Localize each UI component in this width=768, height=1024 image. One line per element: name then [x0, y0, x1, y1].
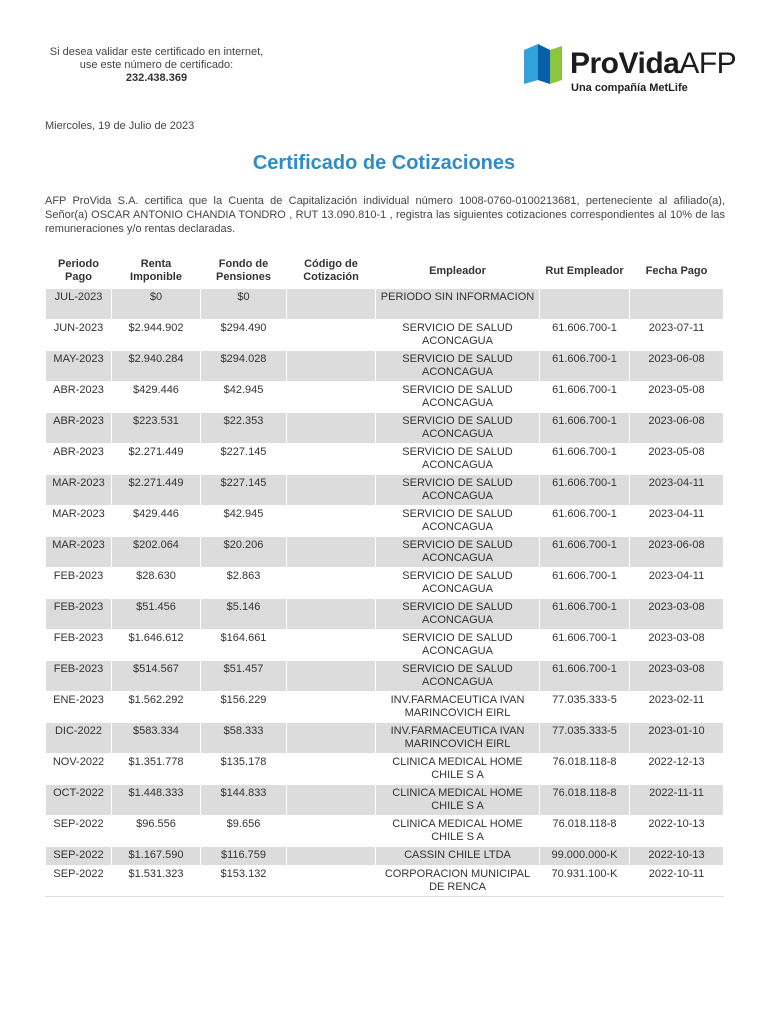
cell-fondo: $22.353: [201, 413, 287, 444]
cell-rut: 61.606.700-1: [540, 382, 630, 413]
validation-info: [44, 46, 269, 85]
cell-codigo: [287, 537, 376, 568]
certificate-number: 232.438.369: [125, 72, 188, 84]
cell-periodo: MAY-2023: [46, 351, 112, 382]
cell-periodo: MAR-2023: [46, 537, 112, 568]
certificate-intro: AFP ProVida S.A. certifica que la Cuenta de Capitalización individual número 1008-0760-0100213681, perteneciente al afiliado(a), Señor(a) OSCAR ANTONIO CHANDIA TONDRO , RUT 13.090.810-1 , registra las siguientes cotizaciones correspondientes al 10% de las remuneraciones y/o rentas declaradas.: [45, 195, 725, 235]
cell-rut: 77.035.333-5: [540, 723, 630, 754]
header-fondo: Fondo de Pensiones: [215, 258, 272, 283]
cell-periodo: FEB-2023: [46, 568, 112, 599]
cell-codigo: [287, 847, 376, 866]
cell-periodo: SEP-2022: [46, 866, 112, 897]
cell-fondo: $42.945: [201, 506, 287, 537]
header-codigo: Código de Cotización: [303, 258, 359, 283]
cell-fondo: $58.333: [201, 723, 287, 754]
cell-empleador: SERVICIO DE SALUD ACONCAGUA: [376, 506, 540, 537]
cell-renta: $223.531: [112, 413, 201, 444]
cell-codigo: [287, 692, 376, 723]
provida-logo-icon: [524, 44, 562, 84]
cell-fecha: 2023-04-11: [630, 506, 724, 537]
brand-name: [570, 46, 736, 82]
cell-fondo: $135.178: [201, 754, 287, 785]
cell-fecha: 2023-03-08: [630, 630, 724, 661]
validation-text-line1: Si desea validar este certificado en internet,: [49, 46, 264, 58]
cell-periodo: SEP-2022: [46, 816, 112, 847]
cell-rut: 61.606.700-1: [540, 537, 630, 568]
cell-fecha: 2023-05-08: [630, 382, 724, 413]
cell-empleador: SERVICIO DE SALUD ACONCAGUA: [376, 413, 540, 444]
cell-rut: 76.018.118-8: [540, 785, 630, 816]
cell-rut: 61.606.700-1: [540, 599, 630, 630]
brand-tagline: Una compañía MetLife: [571, 82, 688, 94]
cell-rut: 76.018.118-8: [540, 754, 630, 785]
cell-codigo: [287, 816, 376, 847]
cell-fondo: $9.656: [201, 816, 287, 847]
cell-renta: $1.167.590: [112, 847, 201, 866]
cell-empleador: CLINICA MEDICAL HOME CHILE S A: [376, 754, 540, 785]
header-empleador: Empleador: [429, 264, 486, 277]
cell-empleador: SERVICIO DE SALUD ACONCAGUA: [376, 630, 540, 661]
cell-periodo: JUN-2023: [46, 320, 112, 351]
cell-codigo: [287, 382, 376, 413]
cell-fecha: 2022-10-13: [630, 816, 724, 847]
cell-rut: 99.000.000-K: [540, 847, 630, 866]
header-renta: Renta Imponible: [130, 258, 182, 283]
cell-rut: 61.606.700-1: [540, 351, 630, 382]
cell-renta: $1.562.292: [112, 692, 201, 723]
table-row: [46, 847, 724, 866]
page-title: Certificado de Cotizaciones: [252, 152, 516, 174]
cell-codigo: [287, 599, 376, 630]
cell-periodo: ABR-2023: [46, 444, 112, 475]
cell-renta: $1.646.612: [112, 630, 201, 661]
cell-codigo: [287, 754, 376, 785]
cell-renta: $202.064: [112, 537, 201, 568]
cell-fondo: $294.490: [201, 320, 287, 351]
cell-fecha: 2023-01-10: [630, 723, 724, 754]
table-body: [46, 289, 724, 897]
cell-rut: 61.606.700-1: [540, 568, 630, 599]
cell-rut: 61.606.700-1: [540, 413, 630, 444]
table-row: [46, 692, 724, 723]
cell-fondo: $116.759: [201, 847, 287, 866]
cell-fecha: 2023-06-08: [630, 537, 724, 568]
cell-codigo: [287, 506, 376, 537]
cell-empleador: SERVICIO DE SALUD ACONCAGUA: [376, 475, 540, 506]
cell-fecha: 2023-04-11: [630, 568, 724, 599]
cell-empleador: SERVICIO DE SALUD ACONCAGUA: [376, 444, 540, 475]
cell-renta: $28.630: [112, 568, 201, 599]
cell-periodo: ABR-2023: [46, 413, 112, 444]
brand-name-bold: ProVida: [570, 47, 680, 80]
cell-periodo: OCT-2022: [46, 785, 112, 816]
cell-fondo: $227.145: [201, 475, 287, 506]
cell-fondo: $5.146: [201, 599, 287, 630]
cell-fecha: 2023-04-11: [630, 475, 724, 506]
cell-fecha: 2022-10-13: [630, 847, 724, 866]
cell-periodo: MAR-2023: [46, 506, 112, 537]
cell-fondo: $2.863: [201, 568, 287, 599]
cell-codigo: [287, 289, 376, 320]
cell-renta: $2.271.449: [112, 475, 201, 506]
cell-periodo: FEB-2023: [46, 630, 112, 661]
cell-rut: 61.606.700-1: [540, 661, 630, 692]
cell-renta: $2.940.284: [112, 351, 201, 382]
table-row: [46, 630, 724, 661]
cell-renta: $51.456: [112, 599, 201, 630]
table-row: [46, 785, 724, 816]
cell-codigo: [287, 723, 376, 754]
cell-fecha: 2022-11-11: [630, 785, 724, 816]
cell-codigo: [287, 661, 376, 692]
cell-periodo: SEP-2022: [46, 847, 112, 866]
cell-renta: $2.944.902: [112, 320, 201, 351]
cell-fondo: $144.833: [201, 785, 287, 816]
cell-codigo: [287, 475, 376, 506]
cell-empleador: SERVICIO DE SALUD ACONCAGUA: [376, 599, 540, 630]
cell-rut: 61.606.700-1: [540, 475, 630, 506]
cell-empleador: SERVICIO DE SALUD ACONCAGUA: [376, 537, 540, 568]
cell-renta: $1.448.333: [112, 785, 201, 816]
cell-fecha: 2023-03-08: [630, 599, 724, 630]
cell-periodo: JUL-2023: [46, 289, 112, 320]
cell-fecha: 2023-06-08: [630, 351, 724, 382]
header-periodo: Periodo Pago: [58, 258, 99, 283]
table-row: [46, 382, 724, 413]
table-row: [46, 866, 724, 897]
cell-periodo: FEB-2023: [46, 599, 112, 630]
cell-codigo: [287, 444, 376, 475]
cell-fecha: 2022-10-11: [630, 866, 724, 897]
cell-fondo: $0: [201, 289, 287, 320]
cell-renta: $429.446: [112, 382, 201, 413]
cell-fecha: 2023-02-11: [630, 692, 724, 723]
cell-fondo: $294.028: [201, 351, 287, 382]
cell-renta: $429.446: [112, 506, 201, 537]
cell-periodo: NOV-2022: [46, 754, 112, 785]
cell-fondo: $51.457: [201, 661, 287, 692]
cell-renta: $514.567: [112, 661, 201, 692]
cell-empleador: CORPORACION MUNICIPAL DE RENCA: [376, 866, 540, 897]
cell-rut: 61.606.700-1: [540, 444, 630, 475]
cell-fondo: $156.229: [201, 692, 287, 723]
cell-fondo: $42.945: [201, 382, 287, 413]
cell-rut: 61.606.700-1: [540, 320, 630, 351]
cell-periodo: MAR-2023: [46, 475, 112, 506]
validation-text-line2: use este número de certificado:: [79, 59, 234, 71]
table-row: [46, 475, 724, 506]
cell-fecha: 2023-06-08: [630, 413, 724, 444]
cell-fondo: $227.145: [201, 444, 287, 475]
cell-rut: 77.035.333-5: [540, 692, 630, 723]
cell-fecha: 2022-12-13: [630, 754, 724, 785]
cell-renta: $1.531.323: [112, 866, 201, 897]
table-row: [46, 537, 724, 568]
cell-periodo: ENE-2023: [46, 692, 112, 723]
contributions-table: [45, 254, 724, 897]
table-row: [46, 289, 724, 320]
cell-empleador: SERVICIO DE SALUD ACONCAGUA: [376, 568, 540, 599]
cell-empleador: CLINICA MEDICAL HOME CHILE S A: [376, 785, 540, 816]
cell-codigo: [287, 351, 376, 382]
cell-fondo: $164.661: [201, 630, 287, 661]
cell-renta: $96.556: [112, 816, 201, 847]
cell-codigo: [287, 568, 376, 599]
cell-periodo: FEB-2023: [46, 661, 112, 692]
cell-codigo: [287, 785, 376, 816]
cell-rut: 70.931.100-K: [540, 866, 630, 897]
cell-renta: $2.271.449: [112, 444, 201, 475]
provida-logo: [524, 44, 737, 98]
cell-empleador: SERVICIO DE SALUD ACONCAGUA: [376, 661, 540, 692]
brand-name-light: AFP: [679, 47, 737, 80]
table-row: [46, 351, 724, 382]
cell-fecha: [630, 289, 724, 320]
cell-renta: $1.351.778: [112, 754, 201, 785]
table-row: [46, 506, 724, 537]
table-header-row: [46, 254, 724, 289]
cell-fecha: 2023-05-08: [630, 444, 724, 475]
table-row: [46, 816, 724, 847]
cell-empleador: CASSIN CHILE LTDA: [376, 847, 540, 866]
table-row: [46, 754, 724, 785]
cell-renta: $583.334: [112, 723, 201, 754]
table-row: [46, 599, 724, 630]
cell-periodo: ABR-2023: [46, 382, 112, 413]
cell-rut: 61.606.700-1: [540, 506, 630, 537]
document-date: Miercoles, 19 de Julio de 2023: [45, 120, 195, 132]
cell-codigo: [287, 413, 376, 444]
header-fecha: Fecha Pago: [645, 264, 708, 277]
table-row: [46, 723, 724, 754]
cell-fecha: 2023-07-11: [630, 320, 724, 351]
cell-rut: [540, 289, 630, 320]
table-row: [46, 568, 724, 599]
cell-rut: 61.606.700-1: [540, 630, 630, 661]
cell-empleador: INV.FARMACEUTICA IVAN MARINCOVICH EIRL: [376, 723, 540, 754]
cell-fecha: 2023-03-08: [630, 661, 724, 692]
cell-fondo: $20.206: [201, 537, 287, 568]
header-rut: Rut Empleador: [545, 264, 624, 277]
table-row: [46, 444, 724, 475]
cell-codigo: [287, 866, 376, 897]
cell-codigo: [287, 320, 376, 351]
table-row: [46, 661, 724, 692]
cell-codigo: [287, 630, 376, 661]
cell-empleador: INV.FARMACEUTICA IVAN MARINCOVICH EIRL: [376, 692, 540, 723]
table-row: [46, 413, 724, 444]
cell-empleador: SERVICIO DE SALUD ACONCAGUA: [376, 382, 540, 413]
cell-rut: 76.018.118-8: [540, 816, 630, 847]
cell-empleador: CLINICA MEDICAL HOME CHILE S A: [376, 816, 540, 847]
cell-empleador: SERVICIO DE SALUD ACONCAGUA: [376, 351, 540, 382]
cell-renta: $0: [112, 289, 201, 320]
cell-periodo: DIC-2022: [46, 723, 112, 754]
cell-fondo: $153.132: [201, 866, 287, 897]
table-row: [46, 320, 724, 351]
cell-empleador: PERIODO SIN INFORMACION: [376, 289, 540, 320]
cell-empleador: SERVICIO DE SALUD ACONCAGUA: [376, 320, 540, 351]
